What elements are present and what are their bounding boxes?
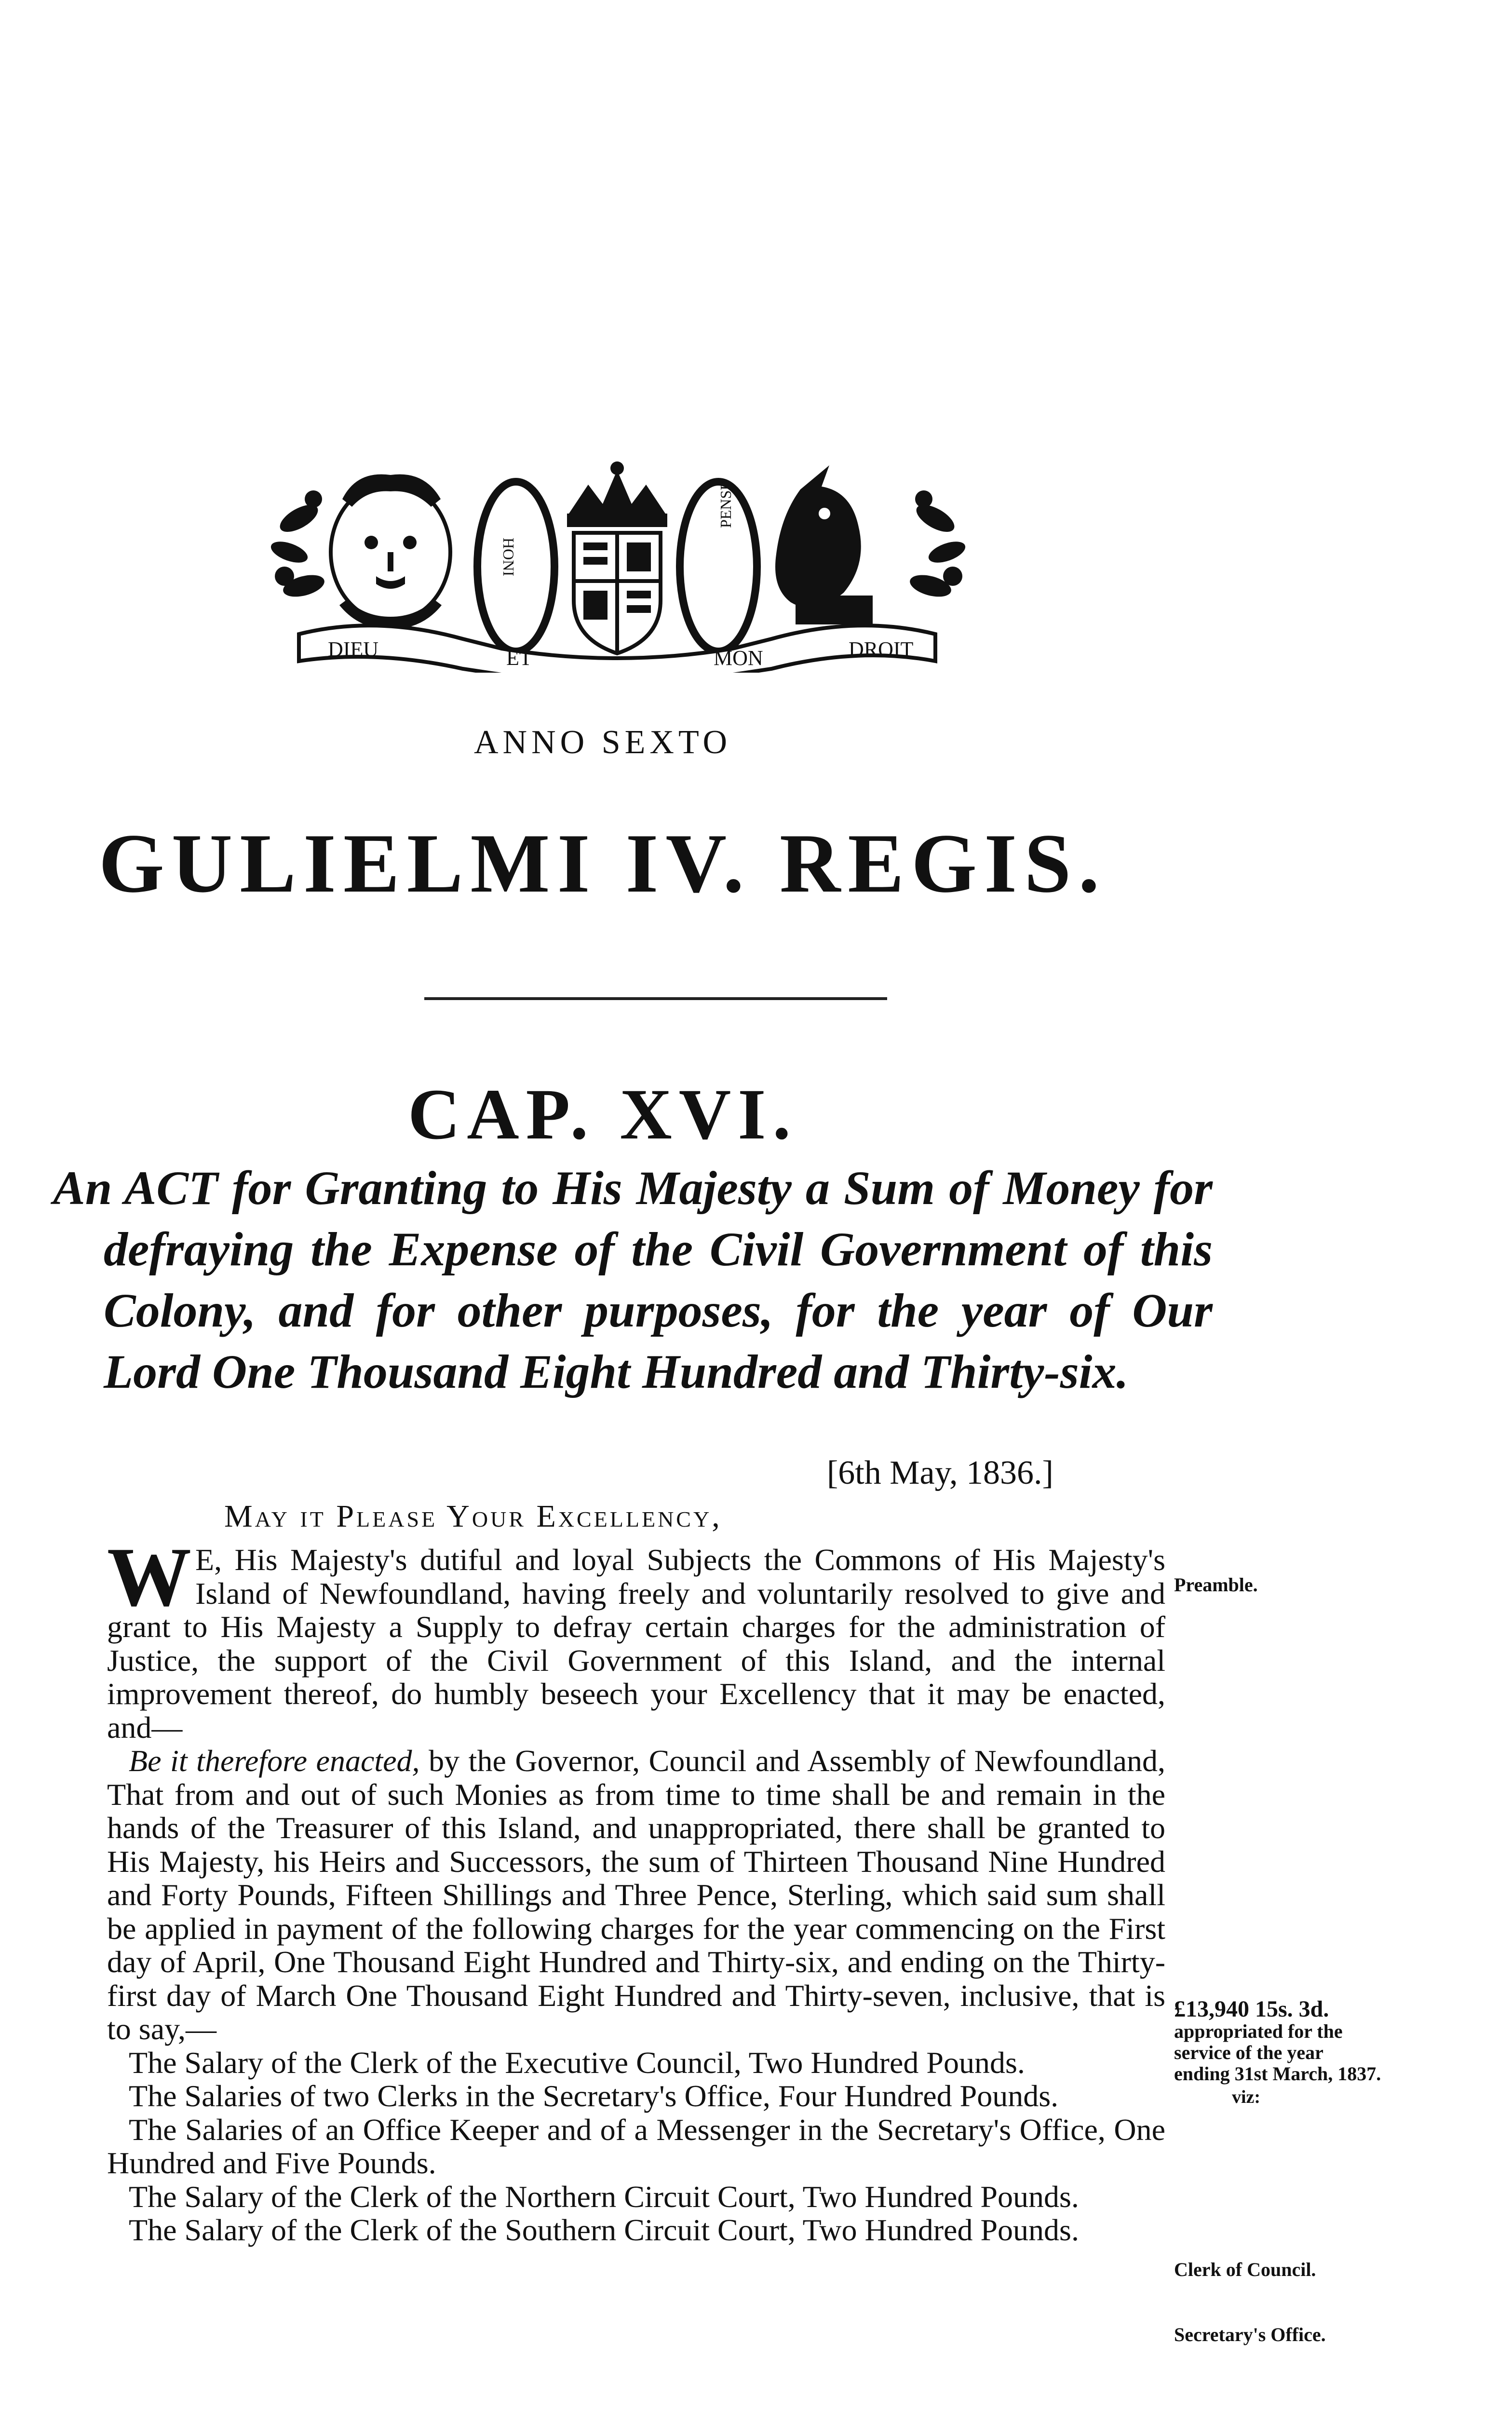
margin-note-sum-amount: £13,940 15s. 3d. xyxy=(1174,1996,1329,2022)
preamble-paragraph xyxy=(107,1530,1165,1745)
salary-item: The Salaries of an Office Keeper and of a Messenger in the Secretary's Office, One Hundred and Five Pounds. xyxy=(107,2112,1165,2180)
margin-note-clerk-council: Clerk of Council. xyxy=(1174,2259,1316,2280)
margin-note-sum xyxy=(1174,1996,1381,2108)
act-body xyxy=(107,1530,1166,2247)
divider-rule xyxy=(424,997,887,1000)
royal-coat-of-arms xyxy=(260,461,974,673)
motto-word-3: MON xyxy=(714,646,763,670)
anno-heading: ANNO SEXTO xyxy=(474,724,731,761)
preamble-text: E, His Majesty's dutiful and loyal Subjects the Commons of His Majesty's Island of Newfoundland, having freely and voluntarily resolved to give and grant to His Majesty a Supply to defray certain charges for the administration of Justice, the support of the Civil Government of this Island, and the internal improvement thereof, do humbly beseech your Excellency that it may be enacted, and— xyxy=(107,1543,1165,1745)
drop-cap: W xyxy=(107,1530,191,1624)
margin-note-secretary-office: Secretary's Office. xyxy=(1174,2324,1326,2345)
motto-word-4: DROIT xyxy=(849,637,914,661)
salary-item: The Salary of the Clerk of the Northern Circuit Court, Two Hundred Pounds. xyxy=(129,2179,1079,2214)
margin-note-sum-text: appropriated for the service of the year ending 31st March, 1837. xyxy=(1174,2020,1381,2085)
garter-text-right: PENSE xyxy=(717,481,734,528)
margin-note-preamble: Preamble. xyxy=(1174,1574,1258,1596)
motto-word-1: DIEU xyxy=(328,637,379,661)
chapter-heading: CAP. XVI. xyxy=(407,1074,798,1154)
enacting-clause-italic: Be it therefore enacted, xyxy=(129,1744,420,1778)
margin-note-viz: viz: xyxy=(1232,2087,1261,2107)
salary-item: The Salary of the Clerk of the Executive Council, Two Hundred Pounds. xyxy=(129,2045,1025,2080)
act-title: An ACT for Granting to His Majesty a Sum of Money for defraying the Expense of the Civil Government of this Colony, and for other purposes, for the year of Our Lord One Thousand Eight Hundred and Thirty-six. xyxy=(53,1161,1213,1398)
salary-item: The Salary of the Clerk of the Southern Circuit Court, Two Hundred Pounds. xyxy=(129,2213,1079,2247)
enacting-clause-text: by the Governor, Council and Assembly of Newfoundland, That from and out of such Monies as from time to time shall be and remain in the hands of the Treasurer of this Island, and unappropriated, there shall be granted to His Majesty, his Heirs and Successors, the sum of Thirteen Thousand Nine Hundred and Forty Pounds, Fifteen Shillings and Three Pence, Sterling, which said sum shall be applied in payment of the following charges for the year commencing on the First day of April, One Thousand Eight Hundred and Thirty-six, and ending on the Thirty-first day of March One Thousand Eight Hundred and Thirty-seven, inclusive, that is to say,— xyxy=(107,1744,1166,2046)
act-date: [6th May, 1836.] xyxy=(827,1454,1053,1491)
enacting-paragraph xyxy=(107,1744,1165,2046)
salary-item: The Salaries of two Clerks in the Secretary's Office, Four Hundred Pounds. xyxy=(129,2079,1059,2113)
regis-heading: GULIELMI IV. REGIS. xyxy=(98,816,1107,910)
salutation: May it Please Your Excellency, xyxy=(224,1499,722,1534)
motto-word-2: ET xyxy=(506,646,532,670)
garter-text-left: HONI xyxy=(500,538,517,576)
